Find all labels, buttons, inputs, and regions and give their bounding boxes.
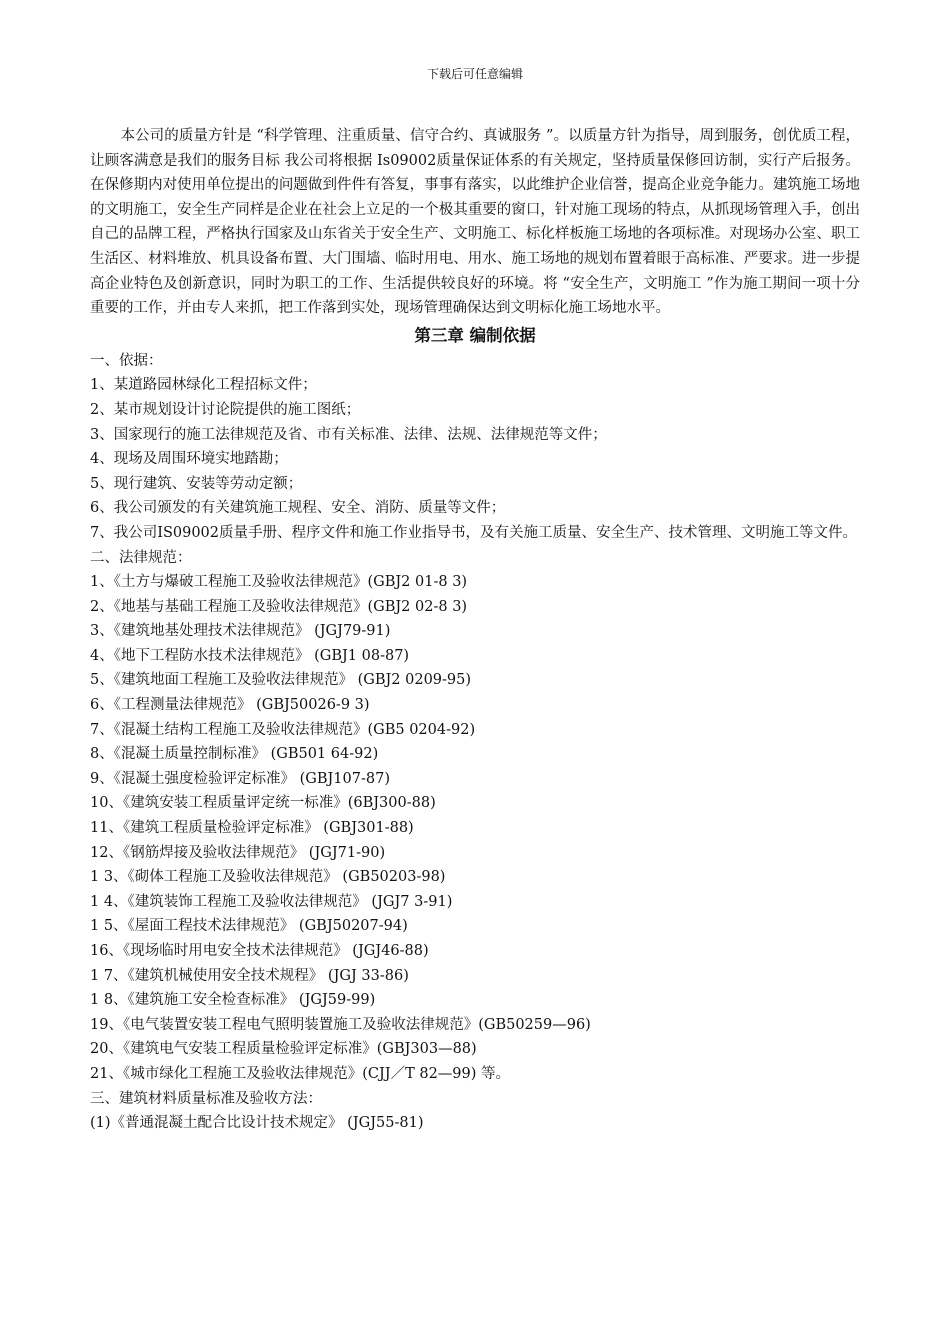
list-item: 1 3、《砌体工程施工及验收法律规范》 (GB50203-98) bbox=[90, 869, 446, 886]
page-header: 下载后可任意编辑 bbox=[426, 67, 523, 81]
list-item: 19、《电气装置安装工程电气照明装置施工及验收法律规范》(GB50259—96) bbox=[90, 1016, 591, 1033]
list-item: 1 5、《屋面工程技术法律规范》 (GBJ50207-94) bbox=[90, 918, 408, 935]
list-item: 5、现行建筑、安装等劳动定额； bbox=[90, 475, 303, 492]
list-item: 3、《建筑地基处理技术法律规范》 (JGJ79-91) bbox=[90, 623, 391, 640]
list-item: 4、《地下工程防水技术法律规范》 (GBJ1 08-87) bbox=[90, 647, 410, 664]
document-body bbox=[90, 124, 860, 1136]
list-item: 1 8、《建筑施工安全检查标准》 (JGJ59-99) bbox=[90, 992, 376, 1009]
list-item: (1)《普通混凝土配合比设计技术规定》 (JGJ55-81) bbox=[90, 1115, 424, 1132]
basis-list bbox=[90, 349, 860, 1136]
list-item: 16、《现场临时用电安全技术法律规范》 (JGJ46-88) bbox=[90, 943, 429, 959]
chapter-title: 第三章 编制依据 bbox=[414, 325, 536, 345]
list-item: 8、《混凝土质量控制标准》 (GB501 64-92) bbox=[90, 746, 379, 763]
list-item: 1、某道路园林绿化工程招标文件； bbox=[90, 377, 317, 394]
list-item: 4、现场及周围环境实地踏勘； bbox=[90, 451, 288, 468]
list-item: 20、《建筑电气安装工程质量检验评定标准》(GBJ303—88) bbox=[90, 1041, 477, 1058]
list-item: 3、国家现行的施工法律规范及省、市有关标准、法律、法规、法律规范等文件； bbox=[90, 426, 607, 443]
list-item: 1、《土方与爆破工程施工及验收法律规范》(GBJ2 01-8 3) bbox=[90, 574, 468, 591]
list-item: 1 4、《建筑装饰工程施工及验收法律规范》 (JGJ7 3-91) bbox=[90, 893, 453, 910]
list-item: 10、《建筑安装工程质量评定统一标准》(6BJ300-88) bbox=[90, 795, 436, 812]
list-item: 7、我公司IS09002质量手册、程序文件和施工作业指导书，及有关施工质量、安全生产、技术管理、文明施工等文件。 bbox=[90, 524, 858, 541]
list-item: 21、《城市绿化工程施工及验收法律规范》(CJJ／T 82—99) 等。 bbox=[90, 1065, 511, 1082]
list-item: 9、《混凝土强度检验评定标准》 (GBJ107-87) bbox=[90, 770, 390, 787]
section-heading-regulations: 二、法律规范： bbox=[90, 549, 192, 566]
list-item: 7、《混凝土结构工程施工及验收法律规范》(GB5 0204-92) bbox=[90, 721, 476, 738]
list-item: 6、《工程测量法律规范》 (GBJ50026-9 3) bbox=[90, 697, 370, 714]
list-item: 5、《建筑地面工程施工及验收法律规范》 (GBJ2 0209-95) bbox=[90, 672, 472, 689]
intro-paragraph: 本公司的质量方针是 “科学管理、注重质量、信守合约、真诚服务 ”。以质量方针为指导，周到服务，创优质工程，让顾客满意是我们的服务目标 我公司将根据 Is09002质量保证体系的有关规定，坚持质量保修回访制，实行产后报务。在保修期内对使用单位提出的问题做到件件有答复，事事有落实，以此维护企业信誉，提高企业竞争能力。建筑施工场地的文明施工，安全生产同样是企业在社会上立足的一个极其重要的窗口，针对施工现场的特点，从抓现场管理入手，创出自己的品牌工程，严格执行国家及山东省关于安全生产、文明施工、标化样板施工场地的各项标准。对现场办公室、职工生活区、材料堆放、机具设备布置、大门围墙、临时用电、用水、施工场地的规划布置着眼于高标准、严要求。进一步提高企业特色及创新意识，同时为职工的工作、生活提供较良好的环境。将 “安全生产，文明施工 ”作为施工期间一项十分重要的工作，并由专人来抓，把工作落到实处，现场管理确保达到文明标化施工场地水平。 bbox=[90, 128, 860, 317]
list-item: 1 7、《建筑机械使用安全技术规程》 (JGJ 33-86) bbox=[90, 967, 409, 984]
list-item: 12、《钢筋焊接及验收法律规范》 (JGJ71-90) bbox=[90, 844, 386, 861]
list-item: 2、《地基与基础工程施工及验收法律规范》(GBJ2 02-8 3) bbox=[90, 598, 468, 615]
section-heading-materials: 三、建筑材料质量标准及验收方法： bbox=[90, 1090, 322, 1107]
list-item: 2、某市规划设计讨论院提供的施工图纸； bbox=[90, 401, 361, 418]
list-item: 11、《建筑工程质量检验评定标准》 (GBJ301-88) bbox=[90, 820, 414, 837]
list-item: 6、我公司颁发的有关建筑施工规程、安全、消防、质量等文件； bbox=[90, 500, 506, 517]
section-heading-basis: 一、依据： bbox=[90, 352, 163, 369]
